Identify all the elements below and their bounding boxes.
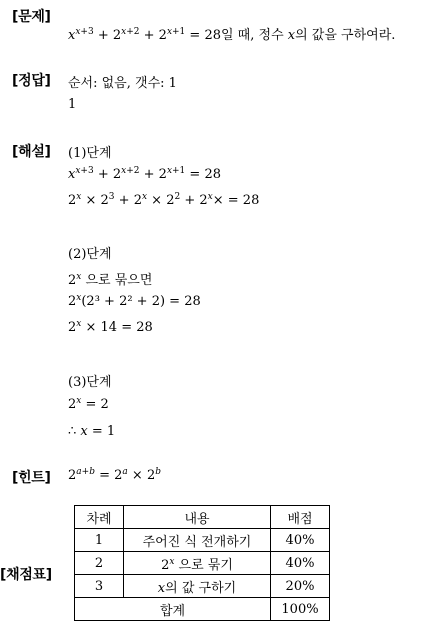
header-score: 배점 [271, 506, 330, 529]
step2-eq2: $2^x \times 14 = 28$ [68, 319, 153, 335]
rubric-table [74, 505, 330, 621]
hint-label: [힌트] [12, 470, 51, 486]
step1-title: (1)단계 [68, 146, 112, 161]
therefore-symbol: ∴ [68, 424, 81, 439]
step3-eq1: $2^x = 2$ [68, 396, 109, 412]
row1-score: 40% [271, 529, 330, 552]
row2-content: 2$^x$ 으로 묶기 [124, 552, 271, 575]
row3-score: 20% [271, 575, 330, 598]
solution-label: [해설] [12, 144, 51, 160]
answer-value: 1 [68, 97, 77, 112]
table-total-row [75, 598, 330, 621]
step2-eq1: $2^x(2^3 + 2^2 + 2) = 28$ [68, 293, 201, 309]
total-label: 합계 [75, 598, 271, 621]
problem-label: [문제] [12, 9, 51, 25]
row3-content: x의 값 구하기 [124, 575, 271, 598]
step2-title: (2)단계 [68, 247, 112, 262]
row3-content-suffix: 의 값 구하기 [165, 580, 237, 596]
answer-text: 순서: 없음, 갯수: 1 [68, 76, 177, 91]
answer-label: [정답] [12, 73, 51, 89]
table-row [75, 575, 330, 598]
rubric-label: [채점표] [0, 567, 52, 583]
row2-score: 40% [271, 552, 330, 575]
table-row [75, 552, 330, 575]
total-score: 100% [271, 598, 330, 621]
row2-order: 2 [75, 552, 124, 575]
step1-eq2-rhs: = 28 [223, 193, 260, 208]
row2-content-suffix: 으로 묶기 [174, 557, 233, 573]
step2-text-suffix: 으로 묶으면 [81, 273, 153, 288]
step3-eq1-rhs: = 2 [81, 397, 109, 412]
header-order: 차례 [75, 506, 124, 529]
step3-eq2: ∴ x = 1 [68, 424, 116, 439]
step2-text: 2$^x$ 으로 묶으면 [68, 272, 153, 288]
header-content: 내용 [124, 506, 271, 529]
step3-eq2-rhs: = 1 [87, 424, 116, 439]
table-header-row [75, 506, 330, 529]
step2-eq2-rhs: × 14 = 28 [81, 320, 153, 335]
step3-title: (3)단계 [68, 375, 112, 390]
step1-eq2: $2^x \times 2^3 + 2^x \times 2^2 + 2^x\times = 28$ [68, 192, 260, 208]
problem-text-suffix: = 28일 때, 정수 [185, 28, 288, 43]
step1-eq1: $x^{x+3} + 2^{x+2} + 2^{x+1} = 28$ [68, 166, 221, 182]
row1-order: 1 [75, 529, 124, 552]
row1-content: 주어진 식 전개하기 [124, 529, 271, 552]
problem-text: $x^{x+3} + 2^{x+2} + 2^{x+1} = 28$일 때, 정수 x의 값을 구하여라. [68, 27, 396, 43]
step2-eq1-rhs: (2³ + 2² + 2) = 28 [81, 294, 201, 309]
hint-text: $2^{a+b} = 2^a \times 2^b$ [68, 467, 161, 483]
table-row [75, 529, 330, 552]
row3-order: 3 [75, 575, 124, 598]
